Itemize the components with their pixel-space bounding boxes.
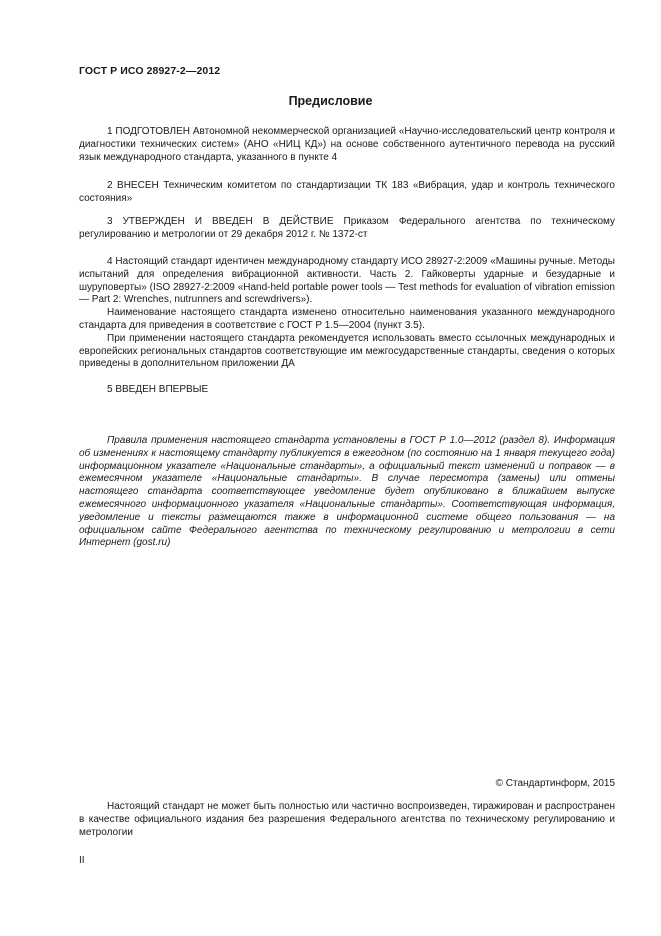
- item-3-text: 3 УТВЕРЖДЕН И ВВЕДЕН В ДЕЙСТВИЕ Приказом Федерального агентства по техническому регулированию и метрологии от 29 декабря 2012 г. № 1372-ст: [79, 216, 615, 240]
- reproduction-notice-text: Настоящий стандарт не может быть полностью или частично воспроизведен, тиражирован и распространен в качестве официального издания без разрешения Федерального агентства по техническому регулированию и метрологии: [79, 801, 615, 838]
- item-2: [79, 180, 615, 206]
- page-title: Предисловие: [288, 94, 373, 108]
- usage-notice-text: Правила применения настоящего стандарта установлены в ГОСТ Р 1.0—2012 (раздел 8). Информация об изменениях к настоящему стандарту публикуется в ежегодном (по состоянию на 1 января текущего года) информационном указателе «Национальные стандарты», а официальный текст изменений и поправок — в ежемесячном указателе «Национальные стандарты». В случае пересмотра (замены) или отмены настоящего стандарта соответствующее уведомление будет опубликовано в ближайшем выпуске ежемесячного информационного указателя «Национальные стандарты». Соответствующая информация, уведомление и тексты размещаются также в информационной системе общего пользования — на официальном сайте Федерального агентства по техническому регулированию и метрологии в сети Интернет (gost.ru): [79, 435, 615, 549]
- item-1: [79, 126, 615, 164]
- page-number: II: [79, 855, 85, 866]
- item-4: [79, 256, 615, 371]
- item-2-text: 2 ВНЕСЕН Техническим комитетом по стандартизации ТК 183 «Вибрация, удар и контроль технического состояния»: [79, 180, 615, 204]
- item-5-text: 5 ВВЕДЕН ВПЕРВЫЕ: [107, 384, 209, 395]
- usage-notice: [79, 435, 615, 550]
- reproduction-notice: [79, 801, 615, 839]
- item-5: [79, 384, 615, 397]
- item-3: [79, 216, 615, 242]
- copyright: © Стандартинформ, 2015: [495, 778, 615, 789]
- item-4-references-note: При применении настоящего стандарта рекомендуется использовать вместо ссылочных международных и европейских региональных стандартов соответствующие им межгосударственные стандарты, сведения о которых приведены в дополнительном приложении ДА: [79, 332, 615, 370]
- standard-designation: ГОСТ Р ИСО 28927-2—2012: [79, 65, 221, 77]
- item-4-rename-note: Наименование настоящего стандарта изменено относительно наименования указанного международного стандарта для приведения в соответствие с ГОСТ Р 1.5—2004 (пункт 3.5).: [79, 307, 615, 331]
- item-1-text: 1 ПОДГОТОВЛЕН Автономной некоммерческой организацией «Научно-исследовательский центр контроля и диагностики технических систем» (АНО «НИЦ КД») на основе собственного аутентичного перевода на русский язык международного стандарта, указанного в пункте 4: [79, 126, 615, 163]
- item-4-text: 4 Настоящий стандарт идентичен международному стандарту ИСО 28927-2:2009 «Машины ручные. Методы испытаний для определения вибрационной активности. Часть 2. Гайковерты ударные и безударные и шуруповерты» (ISO 28927-2:2009 «Hand-held portable power tools — Test methods for evaluation of vibration emission — Part 2: Wrenches, nutrunners and screwdrivers»).: [79, 256, 615, 306]
